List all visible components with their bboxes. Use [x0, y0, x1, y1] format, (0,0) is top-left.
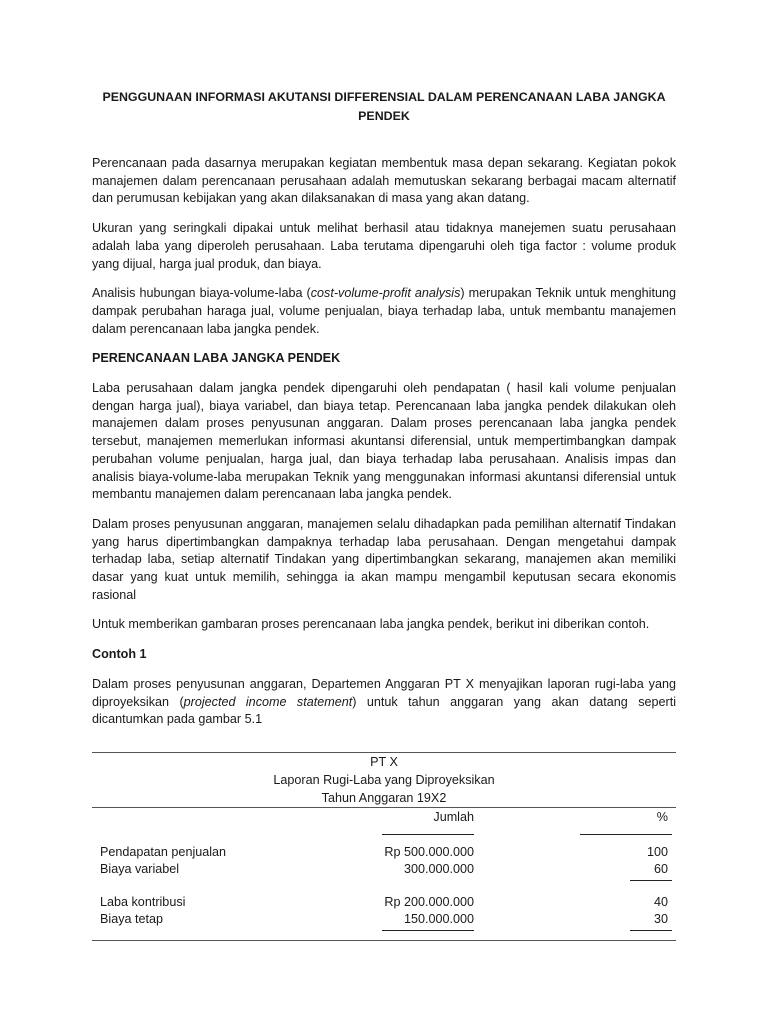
table-row [92, 861, 676, 878]
amount-bottom-underline [382, 930, 474, 931]
paragraph-2: Ukuran yang seringkali dipakai untuk melihat berhasil atau tidaknya manejemen suatu perusahaan adalah laba yang diperoleh perusahaan. Laba terutama dipengaruhi oleh tiga factor : volume produk yang dijual, harga jual produk, dan biaya. [92, 221, 676, 271]
row-label: Pendapatan penjualan [100, 845, 227, 859]
subtotal-rules [92, 878, 676, 894]
row-pct: 60 [653, 862, 668, 876]
column-amount-header: Jumlah [433, 810, 474, 824]
row-pct: 30 [653, 912, 668, 926]
table-report-title: Laporan Rugi-Laba yang Diproyeksikan [273, 773, 495, 787]
title-line-1: PENGGUNAAN INFORMASI AKUTANSI DIFFERENSIAL DALAM PERENCANAAN LABA JANGKA [102, 90, 666, 104]
title-line-2: PENDEK [358, 109, 410, 123]
row-amount: Rp 500.000.000 [384, 845, 474, 859]
column-headers [92, 808, 676, 826]
column-underlines [92, 826, 676, 844]
row-label: Biaya variabel [100, 862, 180, 876]
row-label: Biaya tetap [100, 912, 164, 926]
paragraph-4: Laba perusahaan dalam jangka pendek dipengaruhi oleh pendapatan ( hasil kali volume penjualan dengan harga jual), biaya variabel, dan biaya tetap. Perencanaan laba jangka pendek dilakukan oleh manajemen dalam proses penyusunan anggaran. Dalam proses perencanaan laba jangka pendek tersebut, manajemen memerlukan informasi akuntansi diferensial, untuk mempertimbangkan dampak perubahan volume penjualan, harga jual, dan biaya terhadap laba perusahaan. Analisis impas dan analisis biaya-volume-laba merupakan Teknik yang menggunakan informasi akuntansi diferensial untuk membantu manajemen dalam perencanaan laba jangka pendek. [92, 381, 676, 502]
paragraph-5: Dalam proses penyusunan anggaran, manajemen selalu dihadapkan pada pemilihan alternatif Tindakan yang harus dipertimbangkan dampaknya terhadap laba perusahaan. Dengan mengetahui dampak terhadap laba, setiap alternatif Tindakan yang dipertimbangkan sekarang, manajemen akan memiliki dasar yang kuat untuk memilih, sehingga ia akan mampu mengambil keputusan secara ekonomis rasional [92, 516, 676, 602]
paragraph-7 [92, 676, 676, 729]
pct-column-underline [580, 834, 672, 835]
p7-text-before: Dalam proses penyusunan anggaran, Departemen Anggaran PT X menyajikan laporan rugi-laba yang diproyeksikan ( [92, 676, 676, 709]
p3-italic-term: cost-volume-profit analysis [310, 286, 461, 301]
p7-text-after: ) untuk tahun anggaran yang akan datang seperti dicantumkan pada gambar 5.1 [92, 694, 676, 727]
column-pct-header: % [656, 810, 668, 824]
row-amount: Rp 200.000.000 [384, 895, 474, 909]
row-amount: 300.000.000 [403, 862, 474, 876]
row-label: Laba kontribusi [100, 895, 186, 909]
p3-text-after: ) merupakan Teknik untuk menghitung dampak perubahan haraga jual, volume penjualan, biaya terhadap laba, untuk membantu manajemen dalam perencanaan laba jangka pendek. [92, 286, 676, 336]
paragraph-3 [92, 285, 676, 338]
table-bottom-rule [92, 940, 676, 941]
row-pct: 100 [646, 845, 668, 859]
table-header [92, 753, 676, 807]
table-row [92, 894, 676, 911]
income-statement-table [92, 752, 676, 941]
table-row [92, 911, 676, 928]
bottom-rules [92, 928, 676, 940]
pct-bottom-underline [630, 930, 672, 931]
p7-italic-term: projected income statement [183, 694, 353, 709]
row-pct: 40 [653, 895, 668, 909]
document-body [92, 155, 676, 741]
p3-text-before: Analisis hubungan biaya-volume-laba ( [92, 286, 311, 301]
table-year: Tahun Anggaran 19X2 [321, 791, 447, 805]
example-heading: Contoh 1 [92, 647, 147, 662]
document-title [92, 88, 676, 126]
pct-subtotal-underline [630, 880, 672, 881]
amount-column-underline [382, 834, 474, 835]
paragraph-6: Untuk memberikan gambaran proses perencanaan laba jangka pendek, berikut ini diberikan contoh. [92, 617, 650, 632]
section-heading: PERENCANAAN LABA JANGKA PENDEK [92, 351, 341, 366]
row-amount: 150.000.000 [403, 912, 474, 926]
table-row [92, 844, 676, 861]
paragraph-1: Perencanaan pada dasarnya merupakan kegiatan membentuk masa depan sekarang. Kegiatan pokok manajemen dalam perencanaan perusahaan adalah memutuskan sekarang berbagai macam alternatif dan perumusan kebijakan yang akan dilaksanakan di masa yang akan datang. [92, 156, 676, 206]
table-company: PT X [370, 755, 398, 769]
